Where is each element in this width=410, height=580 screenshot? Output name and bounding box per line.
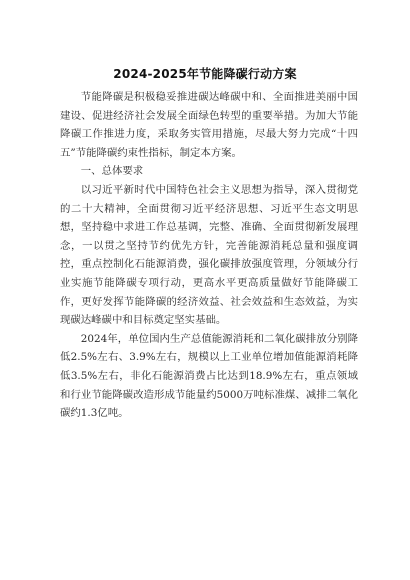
document-body [60,88,358,423]
targets-paragraph: 2024年，单位国内生产总值能源消耗和二氧化碳排放分别降低2.5%左右、3.9%左右，规模以上工业单位增加值能源消耗降低3.5%左右，非化石能源消费占比达到18.9%左右，重点领域和行业节能降碳改造形成节能量约5000万吨标准煤、减排二氧化碳约1.3亿吨。 [60,332,358,420]
document-title: 2024-2025年节能降碳行动方案 [113,67,297,81]
intro-paragraph: 节能降碳是积极稳妥推进碳达峰碳中和、全面推进美丽中国建设、促进经济社会发展全面绿色转型的重要举措。为加大节能降碳工作推进力度，采取务实管用措施，尽最大努力完成“十四五”节能降碳约束性指标，制定本方案。 [60,91,358,159]
requirements-paragraph: 以习近平新时代中国特色社会主义思想为指导，深入贯彻党的二十大精神，全面贯彻习近平经济思想、习近平生态文明思想，坚持稳中求进工作总基调，完整、准确、全面贯彻新发展理念，一以贯之坚持节约优先方针，完善能源消耗总量和强度调控，重点控制化石能源消费，强化碳排放强度管理，分领域分行业实施节能降碳专项行动，更高水平更高质量做好节能降碳工作，更好发挥节能降碳的经济效益、社会效益和生态效益，为实现碳达峰碳中和目标奠定坚实基础。 [60,183,358,327]
section-heading: 一、总体要求 [80,165,144,178]
